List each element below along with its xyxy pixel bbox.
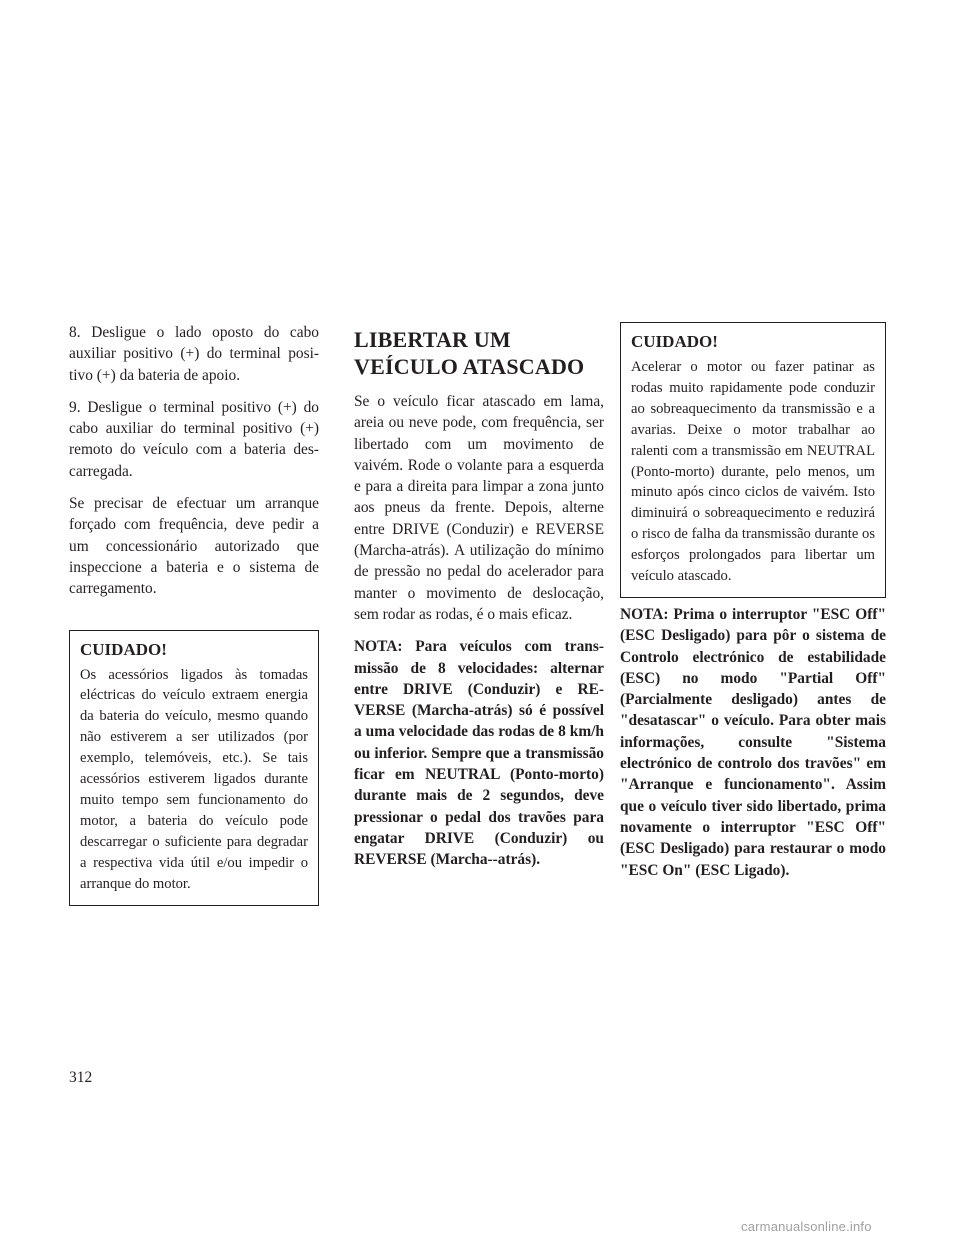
- caution-title: CUIDADO!: [631, 332, 718, 351]
- caution-box-transmission: [620, 322, 886, 598]
- stuck-vehicle-paragraph: Se o veículo ficar atascado em lama, areia ou neve pode, com frequência, ser libertado com um movimento de vaivém. Rode o volante para a esquerda e para a direita para limpar a zona junto aos pneus da frente. Depois, alterne entre DRIVE (Conduzir) e REVERSE (Marcha-atrás). A utilização do mínimo de pressão no pedal do acelerador para manter o movimento de deslocação, sem rodar as rodas, é o mais eficaz.: [354, 393, 604, 623]
- esc-note: NOTA: Prima o interruptor "ESC Off" (ESC Desligado) para pôr o sistema de Controlo electrónico de estabilidade (ESC) no modo "Partial Off" (Parcialmente desligado) antes de "desatascar" o veículo. Para obter mais informações, consulte "Sistema electrónico de controlo dos travões" em "Arranque e funcionamento". Assim que o veículo tiver sido libertado, prima novamente o interruptor "ESC Off" (ESC Desligado) para restaurar o modo "ESC On" (ESC Ligado).: [620, 605, 886, 879]
- watermark-text: carmanualsonline.info: [741, 1219, 872, 1234]
- right-column: [620, 322, 886, 892]
- section-heading: LIBERTAR UM VEÍCULO ATASCADO: [354, 327, 585, 379]
- step-8-text: 8. Desligue o lado oposto do cabo auxiliar positivo (+) do terminal positivo (+) da bateria de apoio.: [69, 324, 319, 384]
- caution-box-accessories: [69, 630, 319, 906]
- step-9-text: 9. Desligue o terminal positivo (+) do cabo auxiliar do terminal positivo (+) remoto do veículo com a bateria descarregada.: [69, 398, 319, 480]
- caution-text: Acelerar o motor ou fazer patinar as rodas muito rapidamente pode conduzir ao sobreaquecimento da transmissão e a avarias. Deixe o motor trabalhar ao ralenti com a transmissão em NEUTRAL (Ponto-morto) durante, pelo menos, um minuto após cinco ciclos de vaivém. Isto diminuirá o sobreaquecimento e reduzirá o risco de falha da transmissão durante os esforços prolongados para libertar um veículo atascado.: [631, 359, 875, 585]
- jump-start-paragraph: Se precisar de efectuar um arranque forçado com frequência, deve pedir a um concessionário autorizado que inspeccione a bateria e o sistema de carregamento.: [69, 495, 319, 598]
- page-number: 312: [69, 1069, 93, 1086]
- left-column: [69, 322, 319, 912]
- caution-text: Os acessórios ligados às tomadas eléctricas do veículo extraem energia da bateria do veículo, mesmo quando não estiverem a ser utilizados (por exemplo, telemóveis, etc.). Se tais acessórios estiverem ligados durante muito tempo sem funcionamento do motor, a bateria do veículo pode descarregar o suficiente para degradar a respectiva vida útil e/ou impedir o arranque do motor.: [80, 666, 308, 892]
- middle-column: [354, 322, 604, 882]
- caution-title: CUIDADO!: [80, 639, 167, 659]
- transmission-note: NOTA: Para veículos com transmissão de 8 velocidades: alternar entre DRIVE (Conduzir) e REVERSE (Marcha-atrás) só é possível a uma velocidade das rodas de 8 km/h ou inferior. Sempre que a transmissão ficar em NEUTRAL (Ponto-morto) durante mais de 2 segundos, deve pressionar o pedal dos travões para engatar DRIVE (Conduzir) ou REVERSE (Marcha--atrás).: [354, 638, 604, 869]
